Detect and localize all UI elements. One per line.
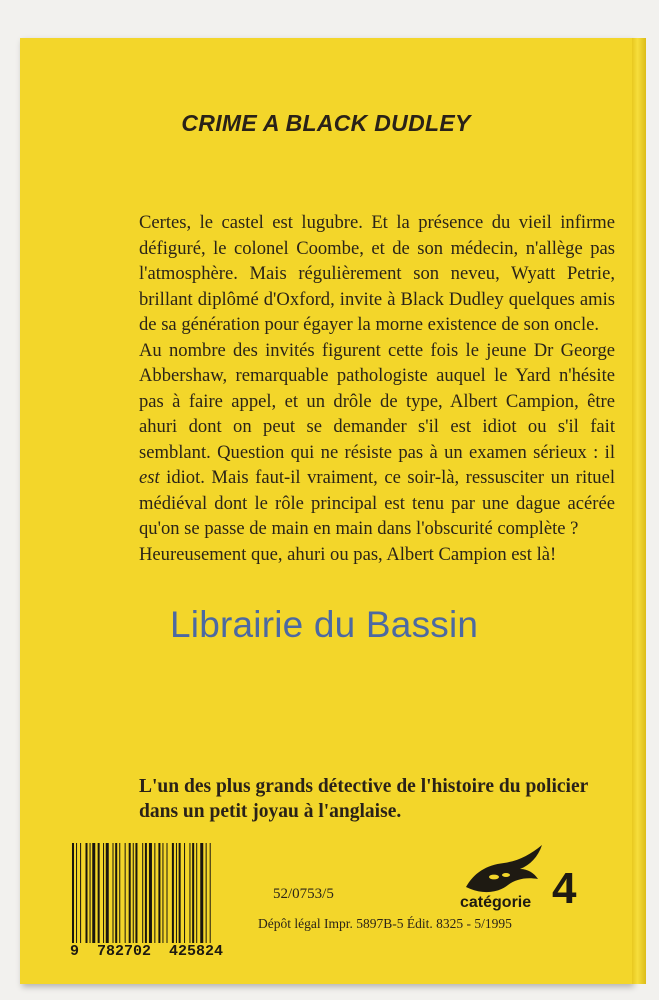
barcode-bar bbox=[158, 843, 160, 943]
barcode-bar bbox=[98, 843, 100, 943]
barcode-bar bbox=[115, 843, 117, 943]
barcode-bar bbox=[206, 843, 207, 943]
barcode-bar bbox=[113, 843, 114, 943]
tagline: L'un des plus grands détective de l'histoire du policier dans un petit joyau à l'anglaise. bbox=[139, 776, 588, 822]
barcode-bar bbox=[142, 843, 143, 943]
barcode-bar bbox=[72, 843, 74, 943]
barcode-bar bbox=[103, 843, 104, 943]
barcode-bar bbox=[76, 843, 77, 943]
barcode-bar bbox=[149, 843, 152, 943]
legal-notice: Dépôt légal Impr. 5897B-5 Édit. 8325 - 5/1995 bbox=[258, 916, 512, 931]
barcode-block bbox=[70, 843, 256, 968]
barcode-bar bbox=[80, 843, 81, 943]
barcode-bar bbox=[200, 843, 203, 943]
watermark: Librairie du Bassin bbox=[170, 604, 479, 645]
barcode-bar bbox=[129, 843, 131, 943]
synopsis-paragraph-3: Heureusement que, ahuri ou pas, Albert Campion est là! bbox=[139, 543, 557, 565]
barcode-bar bbox=[162, 843, 163, 943]
barcode-bar bbox=[86, 843, 88, 943]
category-label: catégorie bbox=[460, 894, 532, 911]
barcode bbox=[70, 843, 256, 943]
barcode-bar bbox=[189, 843, 190, 943]
synopsis bbox=[139, 210, 615, 567]
reference-number: 52/0753/5 bbox=[273, 886, 334, 902]
synopsis-paragraph-2-start: Au nombre des invités figurent cette fois le jeune Dr George Abbershaw, remarquable pathologiste auquel le Yard n'hésite pas à faire appel, et un drôle de type, Albert Campion, être ahuri dont on peut se demander s'il est idiot ou s'il fait semblant. Question qui ne résiste pas à un examen sérieux : il bbox=[139, 339, 615, 463]
barcode-bar bbox=[106, 843, 109, 943]
barcode-bar bbox=[192, 843, 194, 943]
barcode-bar bbox=[90, 843, 91, 943]
barcode-bar bbox=[154, 843, 155, 943]
barcode-number: 9 782702 425824 bbox=[70, 943, 224, 960]
barcode-bar bbox=[210, 843, 211, 943]
barcode-bar bbox=[133, 843, 134, 943]
book-title: CRIME A BLACK DUDLEY bbox=[181, 110, 471, 136]
barcode-bar bbox=[196, 843, 197, 943]
barcode-bar bbox=[135, 843, 137, 943]
synopsis-italic-word: est bbox=[139, 467, 160, 488]
barcode-bar bbox=[184, 843, 185, 943]
synopsis-paragraph-1: Certes, le castel est lugubre. Et la présence du vieil infirme défiguré, le colonel Coombe, et de son médecin, n'allège pas l'atmosphère. Mais régulièrement son neveu, Wyatt Petrie, brillant diplômé d'Oxford, invite à Black Dudley quelques amis de sa génération pour égayer la morne existence de son oncle. bbox=[139, 212, 615, 335]
barcode-bar bbox=[167, 843, 168, 943]
cover-edge bbox=[632, 38, 646, 984]
synopsis-paragraph-2 bbox=[139, 338, 615, 542]
barcode-bar bbox=[119, 843, 120, 943]
barcode-bar bbox=[145, 843, 147, 943]
book-back-cover bbox=[20, 38, 632, 984]
barcode-bar bbox=[172, 843, 174, 943]
barcode-bar bbox=[125, 843, 126, 943]
barcode-bar bbox=[176, 843, 177, 943]
synopsis-paragraph-2-end: idiot. Mais faut-il vraiment, ce soir-là, ressusciter un rituel médiéval dont le rôle principal est tenu par une dague acérée qu'on se passe de main en main dans l'obscurité complète ? bbox=[139, 467, 615, 539]
barcode-bar bbox=[179, 843, 181, 943]
barcode-bar bbox=[92, 843, 95, 943]
category-number: 4 bbox=[552, 864, 577, 913]
